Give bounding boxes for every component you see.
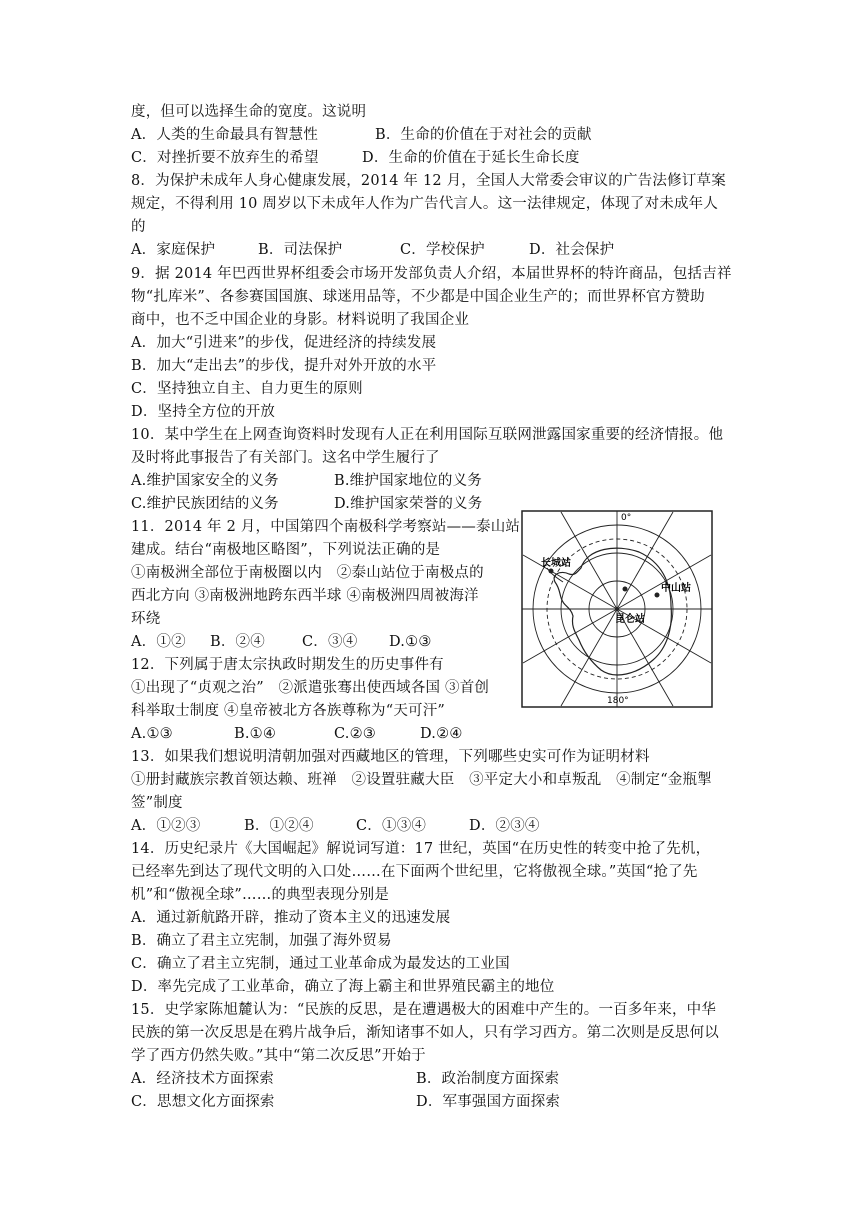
text-line: 环绕	[131, 611, 161, 627]
text-line: C.维护民族团结的义务	[131, 496, 279, 512]
text-line: D．社会保护	[529, 242, 615, 258]
text-line: 建成。结台“南极地区略图”，下列说法正确的是	[131, 542, 441, 558]
label-kunlun: 昆仑站	[615, 614, 645, 625]
text-line: ①册封藏族宗教首领达赖、班禅 ②设置驻藏大臣 ③平定大小和卓叛乱 ④制定“金瓶掣	[131, 772, 712, 788]
text-line: C．③④	[302, 634, 358, 650]
text-line: D．②③④	[469, 818, 540, 834]
text-line: 8．为保护未成年人身心健康发展，2014 年 12 月，全国人大常委会审议的广告法修订草案	[131, 173, 726, 189]
text-line: 度，但可以选择生命的宽度。这说明	[131, 104, 367, 120]
text-line: A．经济技术方面探索	[131, 1071, 274, 1087]
text-line: D.②④	[420, 726, 463, 742]
text-line: 9．据 2014 年巴西世界杯组委会市场开发部负责人介绍，本届世界杯的特许商品，包括吉祥	[131, 266, 732, 282]
text-line: D.①③	[389, 634, 432, 650]
text-line: 已经率先到达了现代文明的入口处……在下面两个世纪里，它将傲视全球。”英国“抢了先	[131, 864, 698, 880]
text-line: D．生命的价值在于延长生命长度	[362, 150, 580, 166]
text-line: ①出现了“贞观之治” ②派遣张骞出使西域各国 ③首创	[131, 680, 490, 696]
text-line: 13．如果我们想说明清朝加强对西藏地区的管理，下列哪些史实可作为证明材料	[131, 749, 650, 765]
text-line: B．确立了君主立宪制，加强了海外贸易	[131, 933, 392, 949]
text-line: C．确立了君主立宪制，通过工业革命成为最发达的工业国	[131, 956, 510, 972]
text-line: B．生命的价值在于对社会的贡献	[375, 127, 592, 143]
text-line: 10．某中学生在上网查询资料时发现有人正在利用国际互联网泄露国家重要的经济情报。他	[131, 427, 724, 443]
text-line: 民族的第一次反思是在鸦片战争后，渐知诸事不如人，只有学习西方。第二次则是反思何以	[131, 1025, 719, 1041]
text-line: D．军事强国方面探索	[416, 1094, 561, 1110]
text-line: 学了西方仍然失败。”其中“第二次反思”开始于	[131, 1048, 426, 1064]
text-line: C．思想文化方面探索	[131, 1094, 275, 1110]
text-line: 物“扎库米”、各参赛国国旗、球迷用品等，不少都是中国企业生产的；而世界杯官方赞助	[131, 289, 705, 305]
label-changcheng: 长城站	[541, 558, 571, 569]
text-line: A.维护国家安全的义务	[131, 473, 279, 489]
text-line: A．①②③	[131, 818, 201, 834]
text-line: C．①③④	[356, 818, 427, 834]
text-line: A.①③	[131, 726, 173, 742]
text-line: 及时将此事报告了有关部门。这名中学生履行了	[131, 450, 440, 466]
text-line: 机”和“傲视全球”……的典型表现分别是	[131, 887, 390, 903]
text-line: B．加大“走出去”的步伐，提升对外开放的水平	[131, 358, 437, 374]
text-line: 14．历史纪录片《大国崛起》解说词写道：17 世纪，英国“在历史性的转变中抢了先机，	[131, 841, 711, 857]
text-line: D.维护国家荣誉的义务	[334, 496, 483, 512]
text-line: C.②③	[334, 726, 376, 742]
text-line: 15．史学家陈旭麓认为：“民族的反思，是在遭遇极大的困难中产生的。一百多年来，中华	[131, 1002, 717, 1018]
text-line: 12．下列属于唐太宗执政时期发生的历史事件有	[131, 657, 444, 673]
text-line: B．司法保护	[258, 242, 343, 258]
text-line: B.维护国家地位的义务	[334, 473, 482, 489]
text-line: 科举取士制度 ④皇帝被北方各族尊称为“天可汗”	[131, 703, 446, 719]
text-line: C．坚持独立自主、自力更生的原则	[131, 381, 363, 397]
text-line: A．①②	[131, 634, 186, 650]
text-line: B．②④	[210, 634, 265, 650]
text-line: C．学校保护	[400, 242, 485, 258]
text-line: ①南极洲全部位于南极圈以内 ②泰山站位于南极点的	[131, 565, 484, 581]
label-180deg: 180°	[607, 696, 629, 706]
text-line: C．对挫折要不放弃生的希望	[131, 150, 319, 166]
text-line: A．通过新航路开辟，推动了资本主义的迅速发展	[131, 910, 451, 926]
label-zhongshan: 中山站	[661, 583, 691, 594]
label-0deg: 0°	[621, 513, 632, 523]
text-line: 签”制度	[131, 795, 183, 811]
text-line: 商中，也不乏中国企业的身影。材料说明了我国企业	[131, 312, 470, 328]
antarctica-map	[521, 510, 713, 708]
text-line: 11．2014 年 2 月，中国第四个南极科学考察站——泰山站	[131, 519, 521, 535]
text-line: A．人类的生命最具有智慧性	[131, 127, 319, 143]
text-line: 规定，不得利用 10 周岁以下未成年人作为广告代言人。这一法律规定，体现了对未成年人	[131, 196, 719, 212]
text-line: 的	[131, 219, 146, 235]
text-line: B．政治制度方面探索	[416, 1071, 560, 1087]
text-line: D．率先完成了工业革命，确立了海上霸主和世界殖民霸主的地位	[131, 979, 555, 995]
text-line: B.①④	[234, 726, 277, 742]
text-line: A．家庭保护	[131, 242, 216, 258]
text-line: 西北方向 ③南极洲地跨东西半球 ④南极洲四周被海洋	[131, 588, 479, 604]
text-line: B．①②④	[244, 818, 314, 834]
text-line: A．加大“引进来”的步伐，促进经济的持续发展	[131, 335, 437, 351]
text-line: D．坚持全方位的开放	[131, 404, 276, 420]
